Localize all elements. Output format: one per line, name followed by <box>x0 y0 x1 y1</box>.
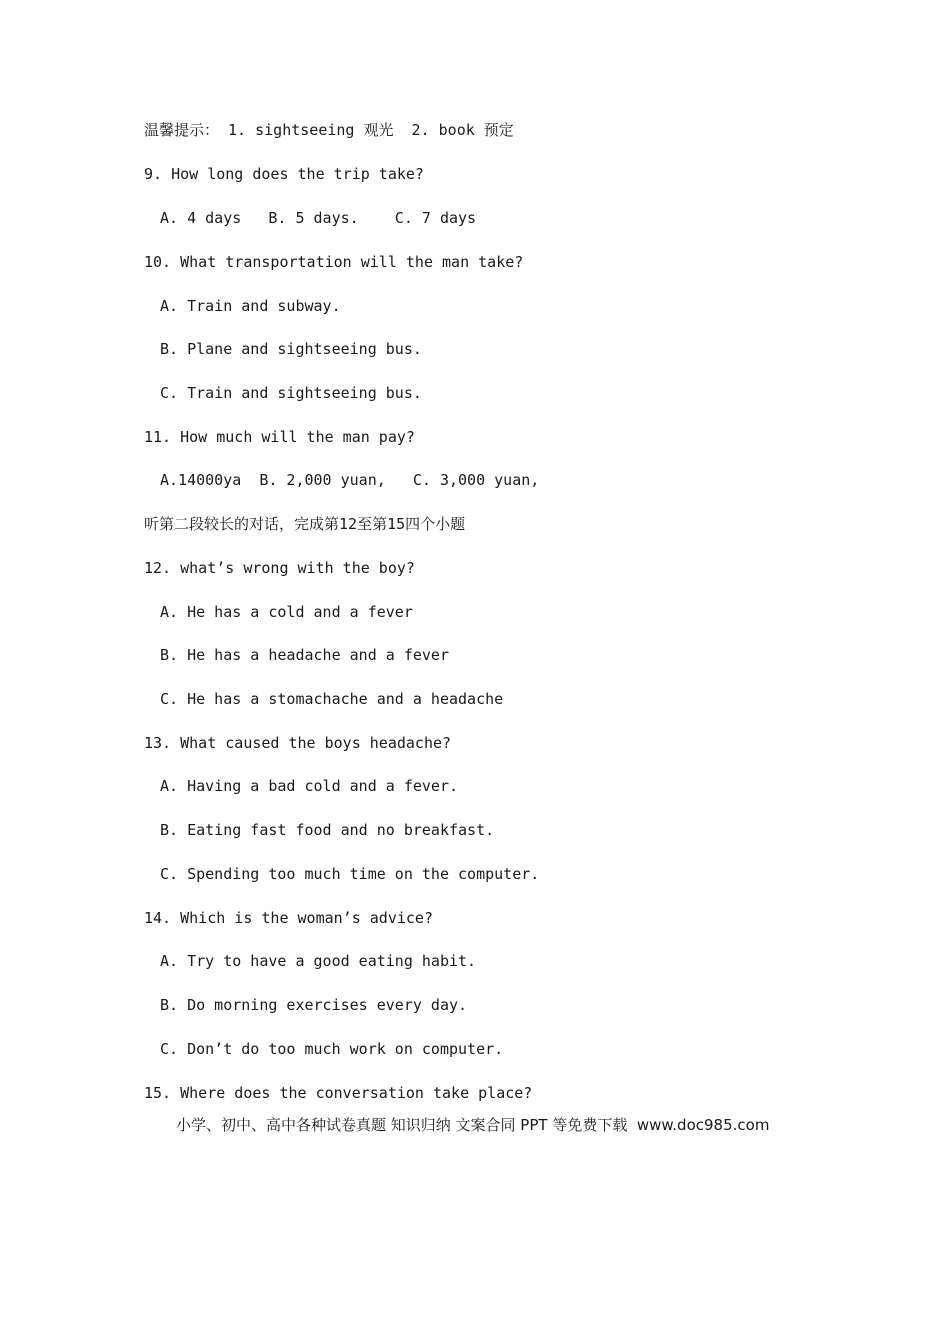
question-13-option-a: A. Having a bad cold and a fever. <box>160 777 459 795</box>
question-12-option-c: C. He has a stomachache and a headache <box>160 690 504 708</box>
question-12: 12. what’s wrong with the boy? <box>144 559 415 577</box>
question-14-option-a: A. Try to have a good eating habit. <box>160 952 477 970</box>
section-intro: 听第二段较长的对话，完成第12至第15四个小题 <box>144 515 466 533</box>
question-10-option-c: C. Train and sightseeing bus. <box>160 384 422 402</box>
question-13-option-b: B. Eating fast food and no breakfast. <box>160 821 495 839</box>
question-13: 13. What caused the boys headache? <box>144 734 452 752</box>
question-14: 14. Which is the woman’s advice? <box>144 909 433 927</box>
question-9-options: A. 4 days B. 5 days. C. 7 days <box>160 209 477 227</box>
question-12-option-a: A. He has a cold and a fever <box>160 603 413 621</box>
question-11-options: A.14000ya B. 2,000 yuan, C. 3,000 yuan, <box>160 471 540 489</box>
question-11: 11. How much will the man pay? <box>144 428 415 446</box>
question-13-option-c: C. Spending too much time on the computer. <box>160 865 540 883</box>
question-15: 15. Where does the conversation take place? <box>144 1084 533 1102</box>
tip-line: 温馨提示： 1. sightseeing 观光 2. book 预定 <box>144 121 514 139</box>
question-12-option-b: B. He has a headache and a fever <box>160 646 449 664</box>
question-14-option-b: B. Do morning exercises every day. <box>160 996 468 1014</box>
question-9: 9. How long does the trip take? <box>144 165 424 183</box>
question-10-option-b: B. Plane and sightseeing bus. <box>160 340 422 358</box>
question-10-option-a: A. Train and subway. <box>160 297 341 315</box>
question-14-option-c: C. Don’t do too much work on computer. <box>160 1040 504 1058</box>
footer-watermark: 小学、初中、高中各种试卷真题 知识归纳 文案合同 PPT 等免费下载 www.doc985.com <box>176 1116 770 1134</box>
question-10: 10. What transportation will the man take? <box>144 253 524 271</box>
